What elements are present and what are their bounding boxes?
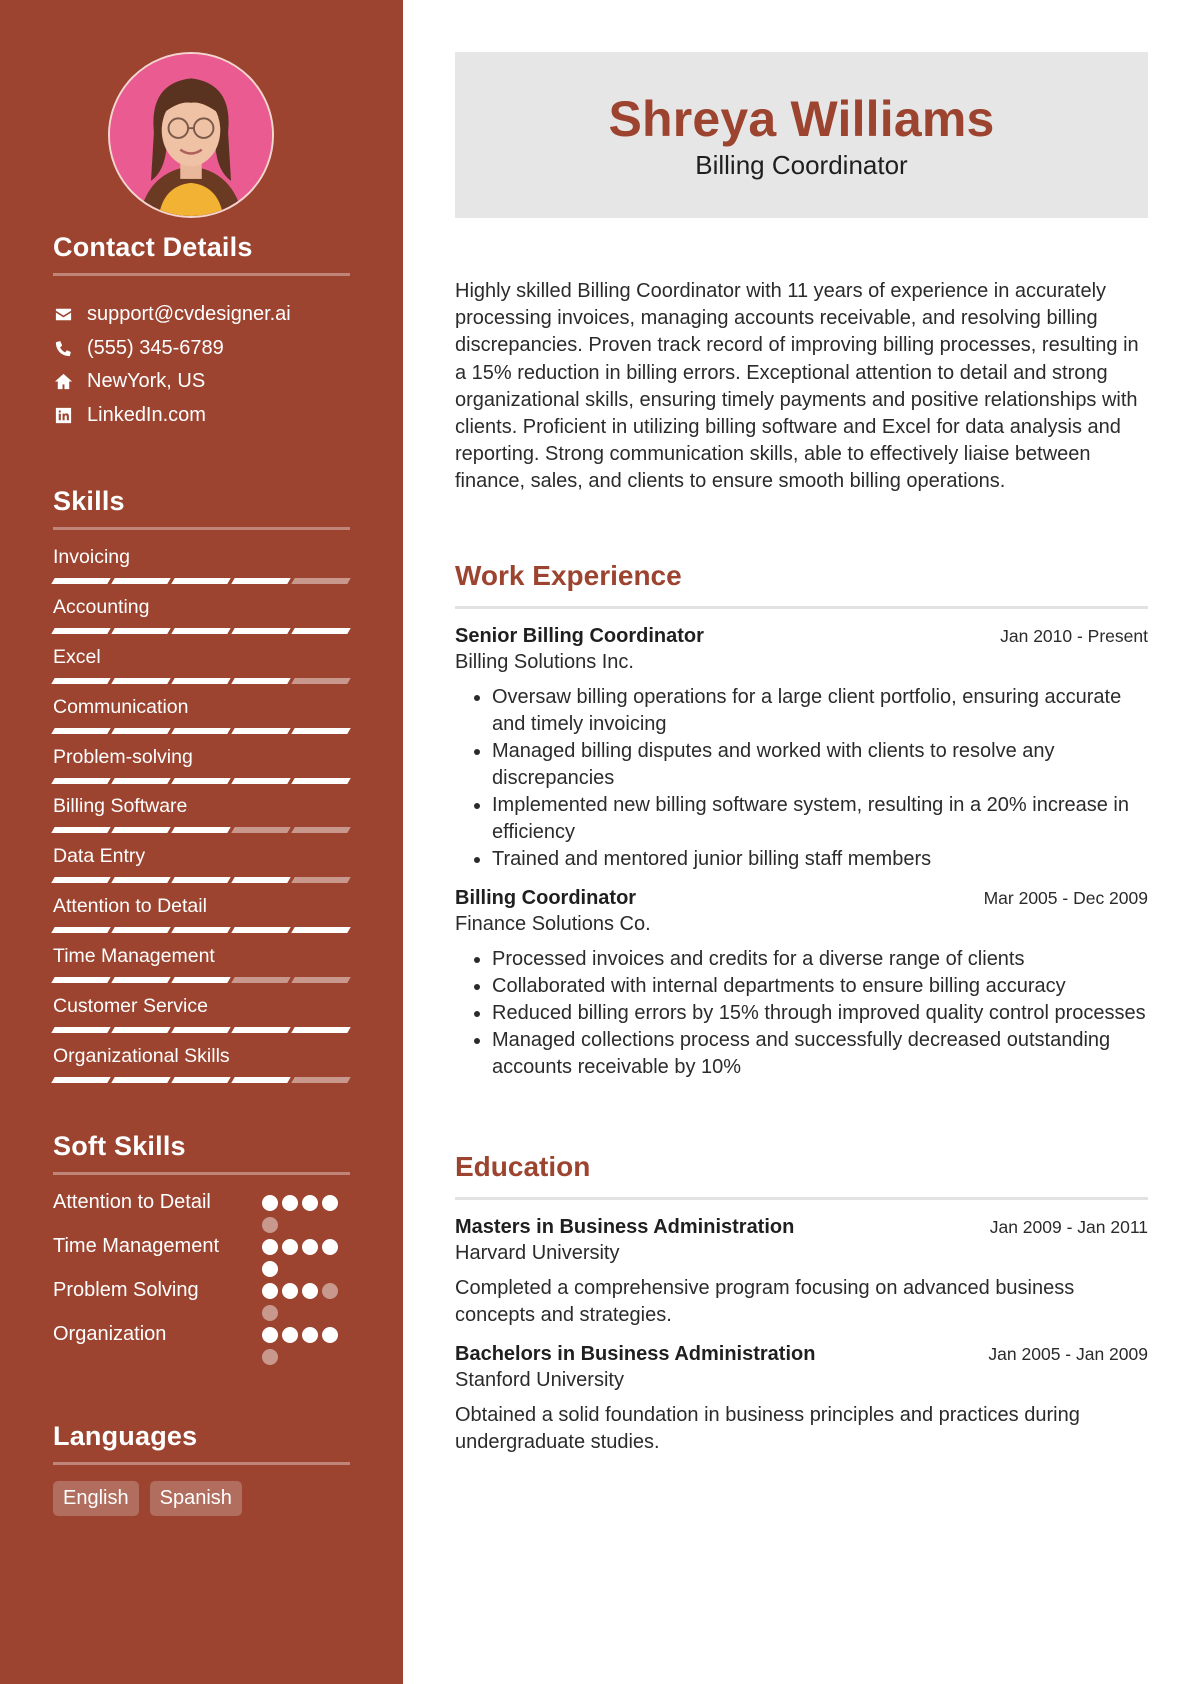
education-title: Education: [455, 1151, 591, 1182]
skill-level-segment: [171, 977, 230, 983]
skill-row: [53, 644, 350, 694]
work-divider: [455, 606, 1148, 609]
soft-skill-name: Organization: [53, 1323, 167, 1345]
rating-dot: [302, 1283, 318, 1299]
rating-dot: [282, 1239, 298, 1255]
contact-linkedin[interactable]: [53, 399, 350, 433]
skill-level-segment: [51, 827, 110, 833]
sidebar: [0, 0, 403, 1684]
rating-dot: [262, 1349, 278, 1365]
job-company: Finance Solutions Co.: [455, 913, 651, 935]
skill-level-segment: [111, 977, 170, 983]
soft-skill-row: [53, 1321, 350, 1365]
skill-level-segment: [51, 578, 110, 584]
skill-level-segment: [231, 628, 290, 634]
skill-level-bar: [53, 1027, 350, 1033]
skill-row: [53, 744, 350, 794]
candidate-name: Shreya Williams: [608, 91, 995, 147]
skill-level-segment: [291, 678, 350, 684]
job-bullet: • Managed collections process and successfully decreased outstanding accounts receivable by 10%: [492, 1027, 1148, 1081]
skill-name: Billing Software: [53, 795, 188, 818]
skill-row: [53, 993, 350, 1043]
skill-level-segment: [171, 778, 230, 784]
contact-linkedin-text[interactable]: LinkedIn.com: [87, 403, 206, 426]
skill-name: Accounting: [53, 595, 150, 618]
contact-divider: [53, 273, 350, 276]
phone-icon: [53, 338, 73, 358]
soft-skill-rating: [262, 1321, 350, 1365]
skill-level-segment: [291, 1077, 350, 1083]
linkedin-icon: [53, 405, 73, 425]
soft-skill-rating: [262, 1189, 350, 1233]
skill-level-segment: [231, 728, 290, 734]
skill-row: [53, 1043, 350, 1093]
contact-location: [53, 365, 350, 399]
skill-name: Customer Service: [53, 995, 208, 1018]
education-section: [455, 1151, 1148, 1456]
skill-level-segment: [51, 628, 110, 634]
skill-name: Data Entry: [53, 845, 146, 868]
skill-level-segment: [171, 728, 230, 734]
job-title: Billing Coordinator: [455, 887, 637, 909]
candidate-role: Billing Coordinator: [695, 150, 908, 180]
skill-level-bar: [53, 728, 350, 734]
rating-dot: [322, 1327, 338, 1343]
skill-level-segment: [171, 578, 230, 584]
education-entry: [455, 1343, 1148, 1456]
skill-level-segment: [51, 1077, 110, 1083]
skill-level-bar: [53, 877, 350, 883]
skill-level-segment: [111, 827, 170, 833]
skill-row: [53, 943, 350, 993]
soft-skills-divider: [53, 1172, 350, 1175]
skills-divider: [53, 527, 350, 530]
skill-level-bar: [53, 927, 350, 933]
skill-level-segment: [231, 827, 290, 833]
skill-level-segment: [291, 927, 350, 933]
skill-level-segment: [171, 927, 230, 933]
skill-level-segment: [111, 1077, 170, 1083]
skill-level-segment: [111, 728, 170, 734]
profile-summary: Highly skilled Billing Coordinator with 11 years of experience in accurately processing invoices, managing accounts receivable, and resolving billing discrepancies. Proven track record of improving billing processes, resulting in a 15% reduction in billing errors. Exceptional attention to detail and strong organizational skills, ensuring timely payments and positive relationships with clients. Proficient in utilizing billing software and Excel for data analysis and reporting. Strong communication skills, able to effectively liaise between finance, sales, and clients to ensure smooth billing operations.: [455, 280, 1139, 493]
skill-level-segment: [231, 927, 290, 933]
skill-row: [53, 843, 350, 893]
rating-dot: [262, 1261, 278, 1277]
soft-skill-row: [53, 1233, 350, 1277]
rating-dot: [302, 1327, 318, 1343]
skill-level-segment: [111, 578, 170, 584]
skill-level-segment: [291, 778, 350, 784]
skill-row: [53, 544, 350, 594]
skill-level-segment: [111, 628, 170, 634]
home-icon: [53, 372, 73, 392]
contact-location-text: NewYork, US: [87, 370, 206, 393]
job-bullet: • Processed invoices and credits for a diverse range of clients: [492, 946, 1148, 973]
job-date: Mar 2005 - Dec 2009: [983, 888, 1148, 908]
avatar: [110, 54, 272, 216]
degree-date: Jan 2009 - Jan 2011: [989, 1217, 1148, 1237]
skill-name: Organizational Skills: [53, 1044, 230, 1067]
degree-school: Stanford University: [455, 1369, 624, 1391]
contact-email[interactable]: [53, 298, 350, 332]
skill-name: Communication: [53, 695, 189, 718]
skill-row: [53, 793, 350, 843]
skill-level-segment: [231, 578, 290, 584]
job-bullet: • Collaborated with internal departments to ensure billing accuracy: [492, 973, 1148, 1000]
soft-skill-row: [53, 1189, 350, 1233]
education-entry: [455, 1216, 1148, 1329]
work-entry: [455, 887, 1148, 1081]
job-date: Jan 2010 - Present: [1000, 626, 1148, 646]
skill-level-segment: [231, 877, 290, 883]
skills-list: [53, 544, 350, 1093]
job-bullet: • Oversaw billing operations for a large client portfolio, ensuring accurate and timely invoicing: [492, 684, 1148, 738]
degree-description: Obtained a solid foundation in business principles and practices during undergraduate studies.: [455, 1404, 1080, 1453]
skill-row: [53, 694, 350, 744]
rating-dot: [322, 1239, 338, 1255]
skill-row: [53, 893, 350, 943]
skill-level-segment: [111, 877, 170, 883]
skill-row: [53, 594, 350, 644]
work-section: [455, 560, 1148, 1081]
degree-date: Jan 2005 - Jan 2009: [988, 1344, 1148, 1364]
skill-level-segment: [111, 927, 170, 933]
skill-level-segment: [51, 977, 110, 983]
skills-section: [53, 486, 350, 1093]
skill-level-segment: [111, 1027, 170, 1033]
skill-name: Attention to Detail: [53, 895, 207, 918]
skill-level-segment: [51, 1027, 110, 1033]
skills-title: Skills: [53, 486, 125, 516]
rating-dot: [262, 1217, 278, 1233]
skill-level-segment: [111, 678, 170, 684]
skill-level-bar: [53, 628, 350, 634]
job-bullets: [455, 684, 1148, 873]
skill-level-segment: [291, 578, 350, 584]
skill-level-segment: [171, 827, 230, 833]
degree-description: Completed a comprehensive program focusing on advanced business concepts and strategies.: [455, 1277, 1075, 1326]
soft-skill-rating: [262, 1277, 350, 1321]
skill-name: Time Management: [53, 945, 215, 968]
envelope-icon: [53, 305, 73, 325]
job-title: Senior Billing Coordinator: [455, 625, 704, 647]
skill-level-bar: [53, 827, 350, 833]
skill-level-segment: [231, 977, 290, 983]
rating-dot: [262, 1283, 278, 1299]
skill-level-segment: [171, 1077, 230, 1083]
contact-title: Contact Details: [53, 232, 253, 262]
skill-level-segment: [291, 977, 350, 983]
skill-level-segment: [231, 1027, 290, 1033]
rating-dot: [322, 1283, 338, 1299]
skill-level-segment: [291, 728, 350, 734]
soft-skills-section: [53, 1131, 350, 1365]
skill-level-segment: [51, 728, 110, 734]
skill-level-segment: [291, 628, 350, 634]
job-bullet: • Managed billing disputes and worked with clients to resolve any discrepancies: [492, 738, 1148, 792]
header-box: [455, 52, 1148, 218]
contact-section: [53, 232, 350, 432]
job-bullets: [455, 946, 1148, 1081]
skill-level-bar: [53, 1077, 350, 1083]
degree-title: Masters in Business Administration: [455, 1216, 795, 1238]
skill-name: Problem-solving: [53, 745, 193, 768]
contact-phone-text[interactable]: (555) 345-6789: [87, 336, 224, 359]
languages-title: Languages: [53, 1421, 198, 1451]
skill-level-segment: [231, 678, 290, 684]
skill-name: Invoicing: [53, 546, 130, 568]
degree-title: Bachelors in Business Administration: [455, 1343, 816, 1365]
job-company: Billing Solutions Inc.: [455, 651, 634, 673]
rating-dot: [302, 1195, 318, 1211]
education-divider: [455, 1197, 1148, 1200]
skill-level-segment: [51, 877, 110, 883]
skill-level-segment: [291, 827, 350, 833]
language-chip: Spanish: [150, 1481, 242, 1516]
contact-phone[interactable]: [53, 332, 350, 366]
skill-level-segment: [231, 778, 290, 784]
skill-level-segment: [51, 778, 110, 784]
soft-skill-name: Time Management: [53, 1235, 219, 1257]
skill-level-segment: [51, 678, 110, 684]
rating-dot: [262, 1305, 278, 1321]
soft-skills-title: Soft Skills: [53, 1131, 186, 1161]
job-bullet: • Reduced billing errors by 15% through improved quality control processes: [492, 1000, 1148, 1027]
rating-dot: [282, 1283, 298, 1299]
languages-list: [53, 1481, 350, 1516]
skill-level-segment: [231, 1077, 290, 1083]
soft-skill-name: Problem Solving: [53, 1279, 199, 1301]
soft-skill-name: Attention to Detail: [53, 1191, 211, 1213]
contact-email-text[interactable]: support@cvdesigner.ai: [87, 303, 291, 326]
work-entry: [455, 625, 1148, 873]
languages-section: [53, 1421, 350, 1516]
rating-dot: [262, 1239, 278, 1255]
skill-level-segment: [291, 1027, 350, 1033]
rating-dot: [262, 1195, 278, 1211]
soft-skill-row: [53, 1277, 350, 1321]
soft-skill-rating: [262, 1233, 350, 1277]
skill-level-segment: [171, 877, 230, 883]
degree-school: Harvard University: [455, 1242, 620, 1264]
rating-dot: [282, 1195, 298, 1211]
languages-divider: [53, 1462, 350, 1465]
rating-dot: [302, 1239, 318, 1255]
skill-level-segment: [291, 877, 350, 883]
skill-level-segment: [171, 1027, 230, 1033]
skill-level-bar: [53, 778, 350, 784]
work-title: Work Experience: [455, 560, 682, 591]
profile-photo: [108, 52, 274, 218]
skill-level-segment: [111, 778, 170, 784]
job-bullet: • Implemented new billing software system, resulting in a 20% increase in efficiency: [492, 792, 1148, 846]
language-chip: English: [53, 1481, 139, 1516]
skill-level-segment: [51, 927, 110, 933]
contact-list: [53, 298, 350, 432]
skill-level-segment: [171, 678, 230, 684]
rating-dot: [262, 1327, 278, 1343]
rating-dot: [282, 1327, 298, 1343]
skill-level-bar: [53, 977, 350, 983]
skill-level-segment: [171, 628, 230, 634]
soft-skills-list: [53, 1189, 350, 1365]
job-bullet: • Trained and mentored junior billing staff members: [492, 846, 1148, 873]
skill-level-bar: [53, 578, 350, 584]
skill-name: Excel: [53, 645, 101, 668]
skill-level-bar: [53, 678, 350, 684]
rating-dot: [322, 1195, 338, 1211]
